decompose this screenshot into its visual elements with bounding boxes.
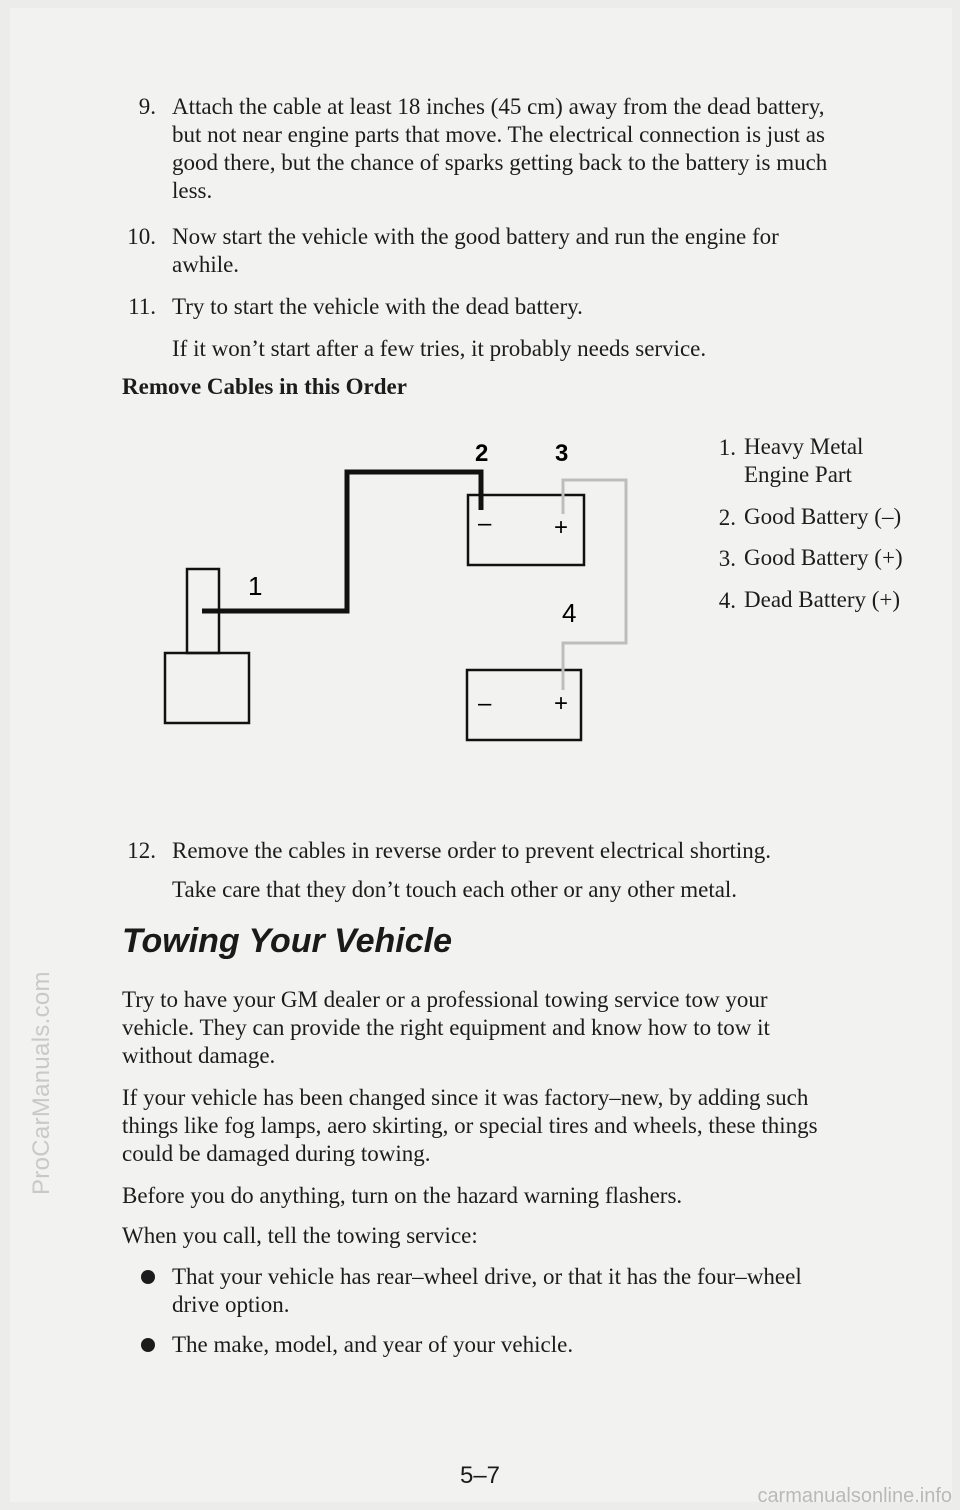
- legend-2-number: 2.: [718, 505, 736, 530]
- step-12-text: Remove the cables in reverse order to prevent electrical shorting.: [172, 838, 772, 863]
- towing-bullet-1-line-2: drive option.: [172, 1292, 290, 1317]
- page-number: 5–7: [459, 1462, 501, 1489]
- remove-cables-heading: Remove Cables in this Order: [122, 374, 407, 399]
- step-10-line-2: awhile.: [172, 252, 240, 277]
- towing-para-1-line-3: without damage.: [122, 1043, 276, 1068]
- legend-4-number: 4.: [718, 588, 736, 613]
- bottom-watermark: carmanualsonline.info: [757, 1485, 952, 1507]
- legend-4-line: Dead Battery (+): [744, 587, 901, 612]
- engine-part-block: [165, 653, 249, 723]
- callout-2: 2: [475, 440, 489, 467]
- legend-3-line: Good Battery (+): [744, 545, 903, 570]
- towing-bullet-2: The make, model, and year of your vehicle.: [172, 1332, 574, 1357]
- step-11-note: If it won’t start after a few tries, it probably needs service.: [172, 336, 707, 361]
- towing-para-2-line-1: If your vehicle has been changed since it was factory–new, by adding such: [122, 1085, 809, 1110]
- step-10-number: 10.: [127, 224, 156, 249]
- good-battery-minus-sign: –: [478, 510, 492, 537]
- negative-cable: [202, 472, 481, 611]
- step-9-line-4: less.: [172, 178, 213, 203]
- legend-1-line-2: Engine Part: [744, 462, 852, 487]
- towing-title: Towing Your Vehicle: [122, 922, 452, 960]
- positive-cable: [563, 480, 626, 690]
- towing-para-3: Before you do anything, turn on the hazard warning flashers.: [122, 1183, 683, 1208]
- bullet-dot-2: [141, 1338, 155, 1352]
- legend-2-line: Good Battery (–): [744, 504, 902, 529]
- legend-1-line-1: Heavy Metal: [744, 434, 864, 459]
- step-11-number: 11.: [128, 294, 156, 319]
- step-12-number: 12.: [127, 838, 156, 863]
- legend-1-number: 1.: [718, 435, 736, 460]
- step-9-line-2: but not near engine parts that move. The electrical connection is just as: [172, 122, 825, 147]
- callout-3: 3: [555, 440, 569, 467]
- step-10-line-1: Now start the vehicle with the good battery and run the engine for: [172, 224, 779, 249]
- step-11-line-1: Try to start the vehicle with the dead battery.: [172, 294, 583, 319]
- step-9-line-1: Attach the cable at least 18 inches (45 cm) away from the dead battery,: [172, 94, 825, 119]
- step-9-number: 9.: [138, 94, 156, 119]
- callout-1: 1: [248, 571, 263, 601]
- legend-3-number: 3.: [718, 546, 736, 571]
- callout-4: 4: [562, 598, 577, 628]
- towing-para-2-line-3: could be damaged during towing.: [122, 1141, 431, 1166]
- dead-battery-minus-sign: –: [478, 690, 492, 717]
- step-12-note: Take care that they don’t touch each other or any other metal.: [172, 877, 738, 902]
- towing-para-1-line-1: Try to have your GM dealer or a professional towing service tow your: [122, 987, 768, 1012]
- towing-para-4: When you call, tell the towing service:: [122, 1223, 478, 1248]
- towing-para-2-line-2: things like fog lamps, aero skirting, or special tires and wheels, these things: [122, 1113, 818, 1138]
- bullet-dot-1: [141, 1270, 155, 1284]
- towing-bullet-1-line-1: That your vehicle has rear–wheel drive, or that it has the four–wheel: [172, 1264, 802, 1289]
- side-watermark: ProCarManuals.com: [28, 971, 55, 1195]
- dead-battery-plus-sign: +: [554, 690, 569, 717]
- step-9-line-3: good there, but the chance of sparks getting back to the battery is much: [172, 150, 828, 175]
- good-battery-plus-sign: +: [554, 514, 569, 541]
- jump-start-cable-diagram: [150, 428, 650, 768]
- towing-para-1-line-2: vehicle. They can provide the right equipment and know how to tow it: [122, 1015, 770, 1040]
